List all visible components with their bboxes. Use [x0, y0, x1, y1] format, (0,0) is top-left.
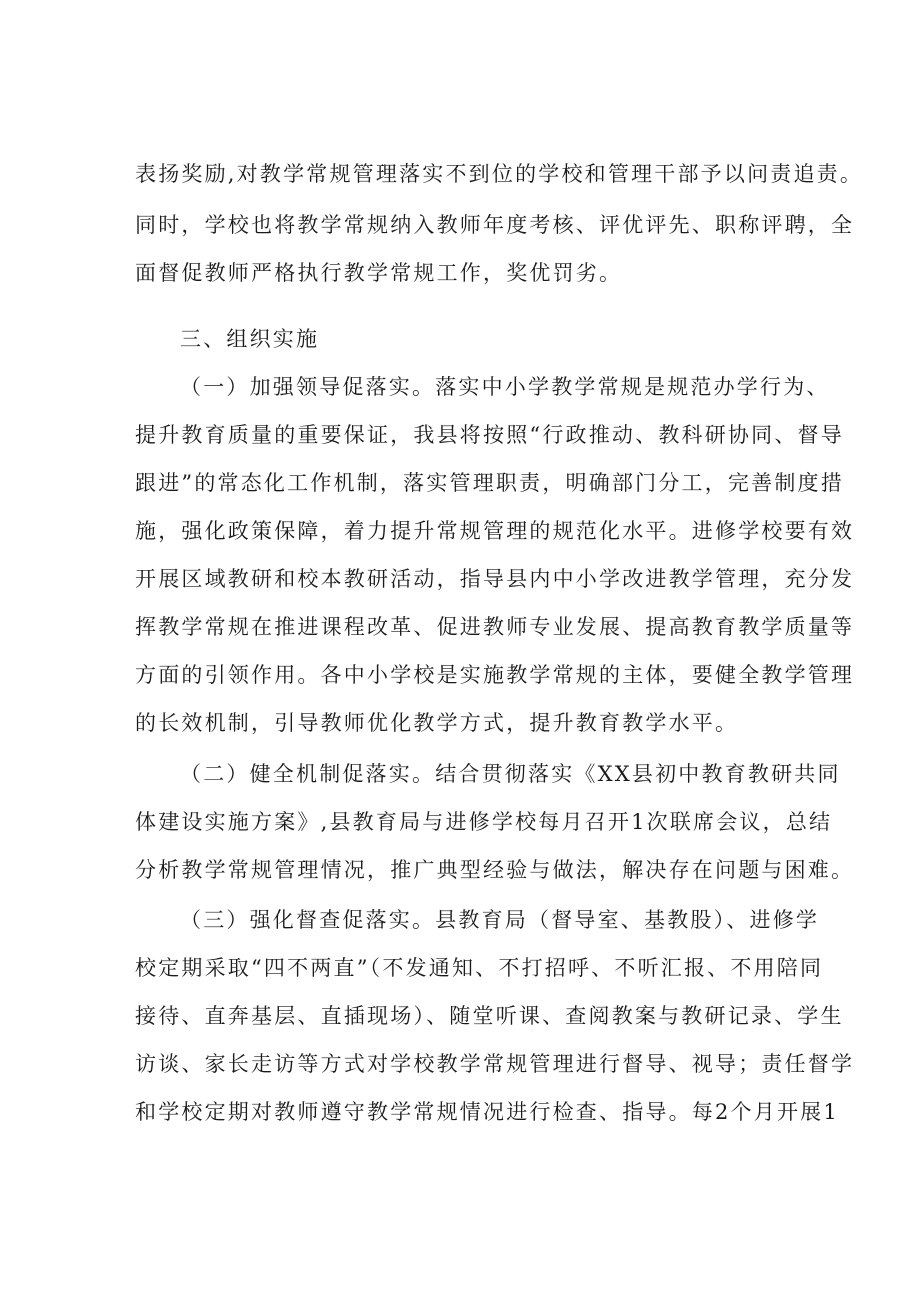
paragraph-line: 挥教学常规在推进课程改革、促进教师专业发展、提高教育教学质量等: [135, 615, 855, 639]
paragraph-line: 方面的引领作用。各中小学校是实施教学常规的主体，要健全教学管理: [135, 663, 855, 687]
paragraph-line: 表扬奖励,对教学常规管理落实不到位的学校和管理干部予以问责追责。: [135, 162, 864, 186]
paragraph-line: 接待、直奔基层、直插现场）、随堂听课、查阅教案与教研记录、学生: [135, 1004, 844, 1028]
paragraph-line: 的长效机制，引导教师优化教学方式，提升教育教学水平。: [135, 711, 739, 735]
paragraph-line: 体建设实施方案》,县教育局与进修学校每月召开1次联席会议，总结: [135, 810, 833, 834]
paragraph-line: 分析教学常规管理情况，推广典型经验与做法，解决存在问题与困难。: [135, 858, 855, 882]
paragraph-line: （三）强化督查促落实。县教育局（督导室、基教股）、进修学: [180, 908, 820, 932]
paragraph-line: 施，强化政策保障，着力提升常规管理的规范化水平。进修学校要有效: [135, 519, 855, 543]
paragraph-line: 访谈、家长走访等方式对学校教学常规管理进行督导、视导；责任督学: [135, 1052, 855, 1076]
paragraph-line: （一）加强领导促落实。落实中小学教学常规是规范办学行为、: [180, 375, 830, 399]
paragraph-line: 校定期采取“四不两直”（不发通知、不打招呼、不听汇报、不用陪同: [135, 956, 824, 980]
paragraph-line: 和学校定期对教师遵守教学常规情况进行检查、指导。每2个月开展1: [135, 1100, 839, 1124]
paragraph-line: 面督促教师严格执行教学常规工作，奖优罚劣。: [135, 261, 623, 285]
paragraph-line: 同时，学校也将教学常规纳入教师年度考核、评优评先、职称评聘，全: [135, 213, 855, 237]
paragraph-line: （二）健全机制促落实。结合贯彻落实《XX县初中教育教研共同: [180, 762, 841, 786]
section-heading: 三、组织实施: [180, 327, 320, 351]
paragraph-line: 跟进”的常态化工作机制，落实管理职责，明确部门分工，完善制度措: [135, 471, 844, 495]
paragraph-line: 开展区域教研和校本教研活动，指导县内中小学改进教学管理，充分发: [135, 567, 855, 591]
paragraph-line: 提升教育质量的重要保证，我县将按照“行政推动、教科研协同、督导: [135, 423, 844, 447]
